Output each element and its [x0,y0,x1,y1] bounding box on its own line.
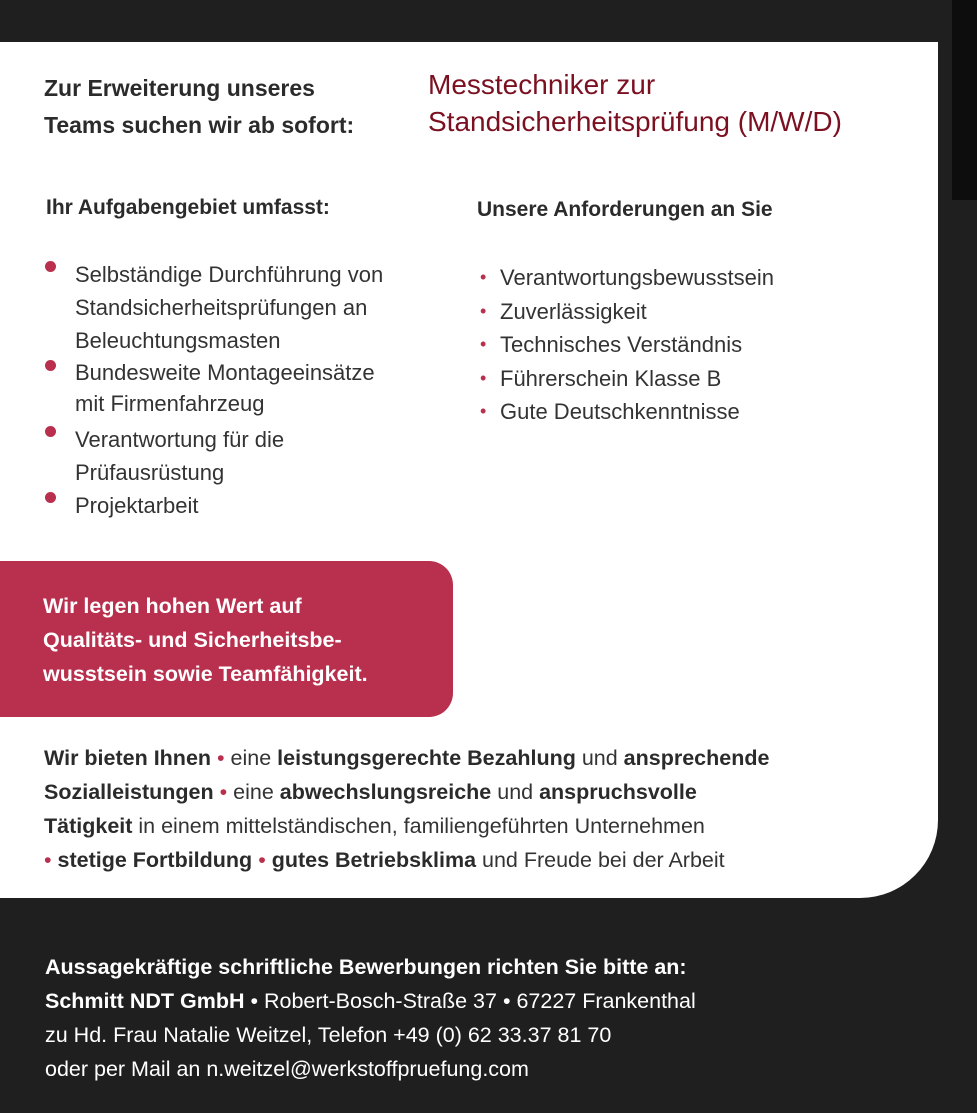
tasks-heading: Ihr Aufgabengebiet umfasst: [46,196,330,219]
footer-line-3: zu Hd. Frau Natalie Weitzel, Telefon +49 (0) 62 33.37 81 70 [45,1023,612,1047]
job-title-line-1: Messtechniker zur [428,69,656,100]
requirements-heading: Unsere Anforderungen an Sie [477,198,773,221]
bullet-icon [45,360,56,371]
bullet-icon [45,261,56,272]
list-item: Projektarbeit [44,489,444,522]
top-bar [0,0,977,42]
bullet-icon: • [480,334,487,354]
intro-line-2: Teams suchen wir ab sofort: [44,112,355,138]
footer-line-1: Aussagekräftige schriftliche Bewerbungen richten Sie bitte an: [45,955,687,979]
offer-line-3: Tätigkeit in einem mittelständischen, familiengeführten Unternehmen [44,814,705,838]
job-title-line-2: Standsicherheitsprüfung (M/W/D) [428,106,842,137]
list-item: Verantwortung für die Prüfausrüstung [44,423,444,489]
company-address: • Robert-Bosch-Straße 37 • 67227 Frankenthal [244,989,696,1013]
list-item: Bundesweite Montageeinsätze mit Firmenfahrzeug [44,357,444,423]
intro-text [44,70,424,144]
offer-line-4: • stetige Fortbildung • gutes Betriebsklima und Freude bei der Arbeit [44,848,725,872]
list-item: • Gute Deutschkenntnisse [480,395,774,429]
offer-line-1: Wir bieten Ihnen • eine leistungsgerechte Bezahlung und ansprechende [44,746,770,770]
bullet-icon: • [480,267,487,287]
side-accent [952,0,977,200]
list-item: • Verantwortungsbewusstsein [480,261,774,295]
intro-line-1: Zur Erweiterung unseres [44,75,315,101]
tasks-list [44,258,444,522]
company-name: Schmitt NDT GmbH [45,989,245,1013]
bullet-icon [45,426,56,437]
bullet-icon: • [480,401,487,421]
requirements-list [480,261,774,429]
bullet-icon: • [480,367,487,388]
job-title [428,66,928,140]
footer-line-2 [45,984,945,1018]
list-item: • Technisches Verständnis [480,328,774,362]
contact-footer [45,950,945,1086]
list-item: • Zuverlässigkeit [480,295,774,329]
list-item: • Führerschein Klasse B [480,362,774,396]
footer-line-4: oder per Mail an n.weitzel@werkstoffpruefung.com [45,1057,529,1081]
bullet-icon [45,492,56,503]
list-item: Selbständige Durchführung von Standsicherheitsprüfungen an Beleuchtungsmasten [44,258,444,357]
values-text: Wir legen hohen Wert auf Qualitäts- und Sicherheitsbe- wusstsein sowie Teamfähigkeit. [43,594,368,686]
offer-line-2: Sozialleistungen • eine abwechslungsreiche und anspruchsvolle [44,780,697,804]
bullet-icon: • [480,300,487,321]
offer-paragraph [44,741,924,877]
